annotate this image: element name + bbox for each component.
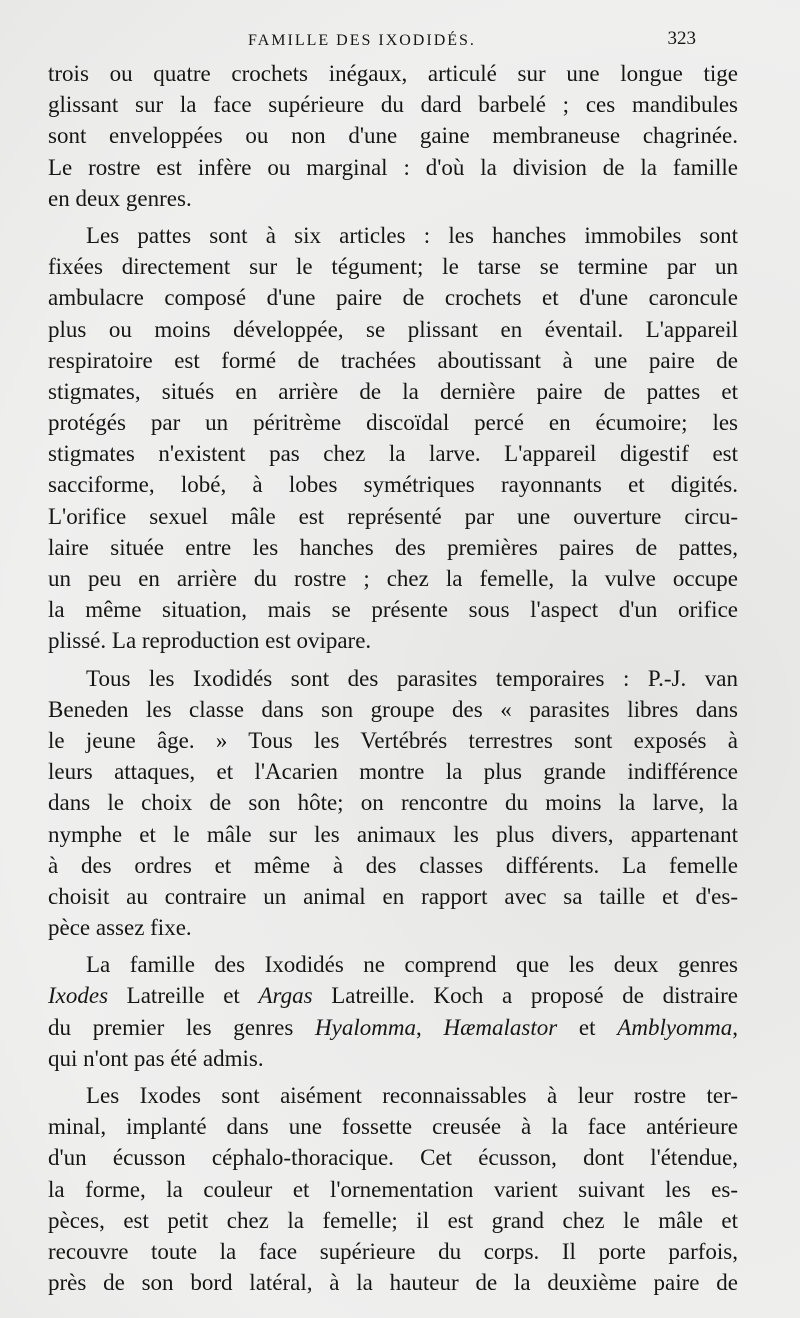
text-line bbox=[48, 1012, 738, 1043]
text-line: minal, implanté dans une fossette creusée à la face antérieure bbox=[48, 1114, 738, 1140]
text-line: la forme, la couleur et l'ornementation varient suivant les es- bbox=[48, 1176, 738, 1202]
paragraph-1 bbox=[48, 58, 738, 214]
text-line bbox=[48, 980, 738, 1011]
text-line: recouvre toute la face supérieure du corps. Il porte parfois, bbox=[48, 1238, 738, 1264]
text-line: le jeune âge. » Tous les Vertébrés terrestres sont exposés à bbox=[48, 727, 738, 753]
text-segment: Latreille. Koch a proposé de distraire bbox=[312, 983, 738, 1009]
page-number: 323 bbox=[667, 28, 696, 49]
genus-name: Hæmalastor bbox=[443, 1014, 558, 1040]
text-line: près de son bord latéral, à la hauteur de la deuxième paire de bbox=[48, 1270, 738, 1296]
text-line: Le rostre est infère ou marginal : d'où la division de la famille bbox=[48, 154, 738, 180]
text-line: ambulacre composé d'une paire de crochets et d'une caroncule bbox=[48, 285, 738, 311]
genus-name: Argas bbox=[258, 983, 313, 1009]
text-line: protégés par un péritrème discoïdal percé en écumoire; les bbox=[48, 410, 738, 436]
text-segment: du premier les genres bbox=[48, 1014, 316, 1040]
body-text bbox=[48, 58, 738, 1298]
text-line: pèce assez fixe. bbox=[48, 915, 192, 941]
text-line: leurs attaques, et l'Acarien montre la plus grande indifférence bbox=[48, 759, 738, 785]
text-line: à des ordres et même à des classes différents. La femelle bbox=[48, 852, 738, 878]
text-line: qui n'ont pas été admis. bbox=[48, 1045, 264, 1071]
text-line: fixées directement sur le tégument; le tarse se termine par un bbox=[48, 254, 738, 280]
genus-name: Ixodes bbox=[48, 983, 109, 1009]
text-line: la même situation, mais se présente sous l'aspect d'un orifice bbox=[48, 597, 738, 623]
text-line: laire située entre les hanches des premières paires de pattes, bbox=[48, 534, 738, 560]
text-line: plus ou moins développée, se plissant en éventail. L'appareil bbox=[48, 316, 738, 342]
text-line: La famille des Ixodidés ne comprend que les deux genres bbox=[86, 952, 738, 978]
genus-name: Amblyomma bbox=[617, 1014, 733, 1040]
text-line: Beneden les classe dans son groupe des « parasites libres dans bbox=[48, 696, 738, 722]
text-line: choisit au contraire un animal en rapport avec sa taille et d'es- bbox=[48, 883, 738, 909]
text-line: dans le choix de son hôte; on rencontre du moins la larve, la bbox=[48, 790, 738, 816]
text-line: Tous les Ixodidés sont des parasites temporaires : P.-J. van bbox=[86, 665, 738, 691]
text-line: nymphe et le mâle sur les animaux les plus divers, appartenant bbox=[48, 821, 738, 847]
text-line: respiratoire est formé de trachées aboutissant à une paire de bbox=[48, 347, 738, 373]
text-segment: Latreille et bbox=[108, 983, 259, 1009]
paragraph-2 bbox=[48, 220, 738, 657]
text-line: en deux genres. bbox=[48, 185, 192, 211]
running-head bbox=[52, 26, 700, 56]
text-line: sont enveloppées ou non d'une gaine membraneuse chagrinée. bbox=[48, 123, 738, 149]
text-segment: , bbox=[415, 1014, 444, 1040]
paragraph-3 bbox=[48, 663, 738, 944]
text-line: stigmates n'existent pas chez la larve. L'appareil digestif est bbox=[48, 441, 738, 467]
text-line: Les pattes sont à six articles : les hanches immobiles sont bbox=[86, 222, 738, 248]
text-line: pèces, est petit chez la femelle; il est grand chez le mâle et bbox=[48, 1207, 738, 1233]
text-line: un peu en arrière du rostre ; chez la femelle, la vulve occupe bbox=[48, 566, 738, 591]
text-line: trois ou quatre crochets inégaux, articulé sur une longue tige bbox=[48, 61, 738, 86]
genus-name: Hyalomma bbox=[315, 1014, 416, 1040]
text-line: glissant sur la face supérieure du dard barbelé ; ces mandibules bbox=[48, 92, 738, 118]
paragraph-5 bbox=[48, 1080, 738, 1298]
text-line: sacciforme, lobé, à lobes symétriques rayonnants et digités. bbox=[48, 472, 738, 498]
text-line: d'un écusson céphalo-thoracique. Cet écusson, dont l'étendue, bbox=[48, 1145, 738, 1171]
text-line: L'orifice sexuel mâle est représenté par une ouverture circu- bbox=[48, 503, 738, 529]
text-line: plissé. La reproduction est ovipare. bbox=[48, 628, 372, 654]
paragraph-4 bbox=[48, 949, 738, 1074]
text-segment: , bbox=[732, 1014, 739, 1040]
text-line: stigmates, situés en arrière de la dernière paire de pattes et bbox=[48, 378, 738, 404]
text-segment: et bbox=[557, 1014, 618, 1040]
text-line: Les Ixodes sont aisément reconnaissables à leur rostre ter- bbox=[86, 1083, 738, 1108]
running-title: FAMILLE DES IXODIDÉS. bbox=[248, 32, 476, 49]
